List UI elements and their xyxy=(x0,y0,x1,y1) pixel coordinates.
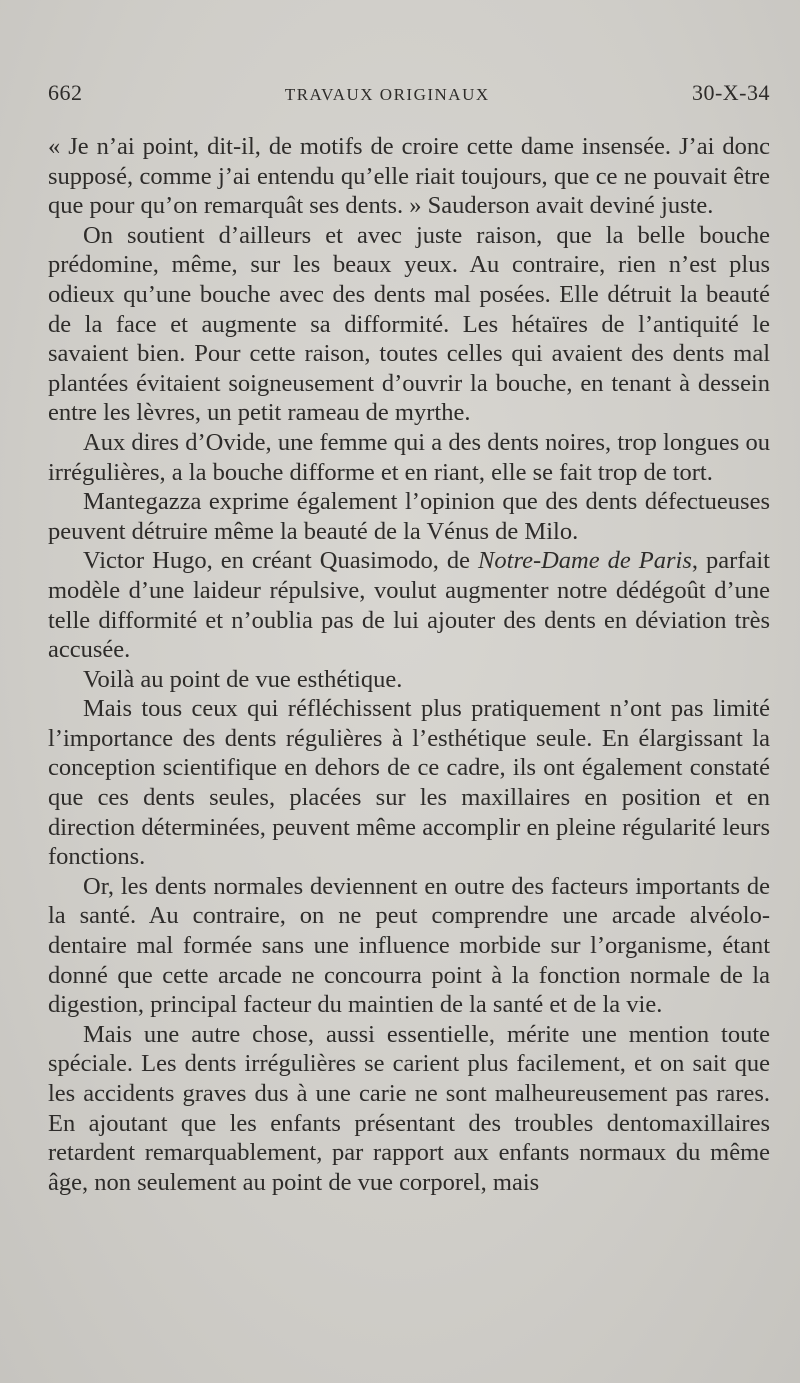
issue-date: 30-X-34 xyxy=(691,80,770,105)
page-number: 662 xyxy=(48,80,83,105)
paragraph-text: Victor Hugo, en créant Quasimodo, de xyxy=(83,547,479,575)
body-text xyxy=(48,132,770,1197)
paragraph: On soutient d’ailleurs et avec juste raison, que la belle bouche prédomine, même, sur les beaux yeux. Au contraire, rien n’est plus odieux qu’une bouche avec des dents mal posées. Elle détruit la beauté de la face et augmente sa difformité. Les hétaïres de l’antiquité le savaient bien. Pour cette raison, toutes celles qui avaient des dents mal plantées évitaient soigneusement d’ouvrir la bouche, en tenant à dessein entre les lèvres, un petit rameau de myrthe. xyxy=(48,221,770,427)
paragraph: Mantegazza exprime également l’opinion que des dents défectueuses peuvent détruire même la beauté de la Vénus de Milo. xyxy=(48,488,770,545)
paragraph: Mais une autre chose, aussi essentielle, mérite une mention toute spéciale. Les dents irrégulières se carient plus facilement, et on sait que les accidents graves dus à une carie ne sont malheureusement pas rares. En ajoutant que les enfants présentant des troubles dentomaxillaires retardent remarquablement, par rapport aux enfants normaux du même âge, non seulement au point de vue corporel, mais xyxy=(48,1020,770,1196)
paragraph: Voilà au point de vue esthétique. xyxy=(83,665,403,693)
paragraph: Aux dires d’Ovide, une femme qui a des dents noires, trop longues ou irrégulières, a la bouche difforme et en riant, elle se fait trop de tort. xyxy=(48,428,770,486)
paragraph: Or, les dents normales deviennent en outre des facteurs importants de la santé. Au contraire, on ne peut comprendre une arcade alvéolo-dentaire mal formée sans une influence morbide sur l’organisme, étant donné que cette arcade ne concourra point à la fonction normale de la digestion, principal facteur du maintien de la santé et de la vie. xyxy=(48,872,770,1019)
paragraph: Mais tous ceux qui réfléchissent plus pratiquement n’ont pas limité l’importance des dents régulières à l’esthétique seule. En élargissant la conception scientifique en dehors de ce cadre, ils ont également constaté que ces dents seules, placées sur les maxillaires en position et en direction déterminées, peuvent même accomplir en pleine régularité leurs fonctions. xyxy=(48,695,770,871)
running-title: TRAVAUX ORIGINAUX xyxy=(284,85,490,104)
paragraph: « Je n’ai point, dit-il, de motifs de croire cette dame insensée. J’ai donc supposé, comme j’ai entendu qu’elle riait toujours, que ce ne pouvait être que pour qu’on remarquât ses dents. » Sauderson avait deviné juste. xyxy=(48,133,770,220)
paragraph-text: , parfait modèle d’une laideur répulsive, voulut augmenter notre dédégoût d’une telle difformité et n’oublia pas de lui ajouter des dents en déviation très accusée. xyxy=(48,547,770,664)
running-header xyxy=(48,80,770,120)
paragraph xyxy=(48,546,770,664)
book-title: Notre-Dame de Paris xyxy=(478,547,692,575)
